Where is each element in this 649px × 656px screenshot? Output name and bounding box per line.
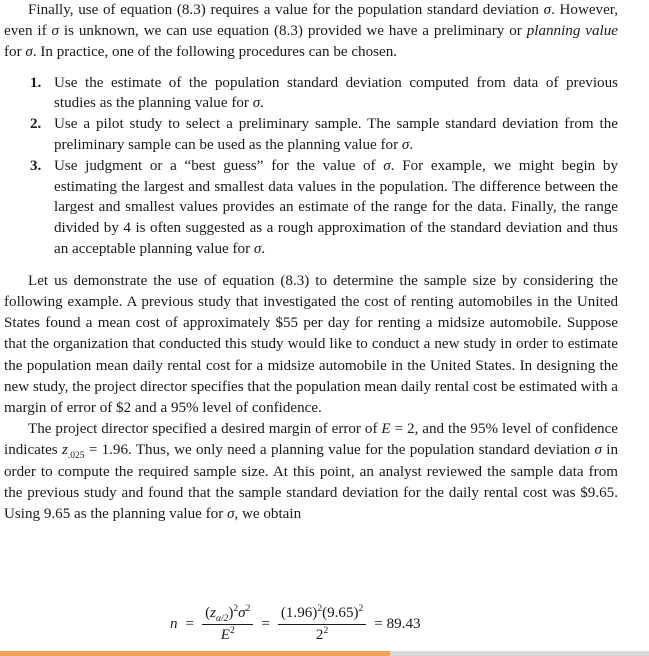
procedure-list	[4, 73, 618, 260]
formula-equals: =	[185, 615, 195, 632]
list-item: 2. Use a pilot study to select a preliminary sample. The sample standard deviation from the preliminary sample can be used as the planning value for σ.	[30, 116, 618, 153]
formula-numeric-fraction: $\frac{(1.96)^2(9.65)^2}{2^2}$	[278, 604, 366, 645]
list-item: 3. Use judgment or a “best guess” for the value of σ. For example, we might begin by estimating the largest and smallest data values in the population. The difference between the largest and smallest values provides an estimate of the range for the data. Finally, the range divided by 4 is often suggested as a rough approximation of the standard deviation and thus an acceptable planning value for σ.	[30, 157, 619, 257]
sample-size-formula	[170, 596, 421, 652]
bottom-grey-bar	[390, 651, 649, 656]
list-item: 1. Use the estimate of the population standard deviation computed from data of previous studies as the planning value for σ.	[30, 74, 618, 112]
formula-equals-2: =	[261, 615, 270, 632]
paragraph-margin-of-error: The project director specified a desired margin of error of E = 2, and the 95% level of confidence indicates $z_{.025} = 1.96$. Thus, we only need a planning value for the population standard deviation σ in order to compute the required sample size. At this point, an analyst reviewed the sample data from the previous study and found that the sample standard deviation for the daily rental cost was $9.65. Using 9.65 as the planning value for σ, we obtain	[4, 421, 619, 523]
paragraph-planning-value: Finally, use of equation (8.3) requires a value for the population standard deviation σ. However, even if σ is unknown, we can use equation (8.3) provided we have a preliminary or planning value for σ. In practice, one of the following procedures can be chosen.	[4, 2, 618, 61]
paragraph-example: Let us demonstrate the use of equation (8.3) to determine the sample size by considering the following example. A previous study that investigated the cost of renting automobiles in the United States found a mean cost of approximately $55 per day for renting a midsize automobile. Suppose that the organization that conducted this study would like to conduct a new study in order to estimate the population mean daily rental cost for a midsize automobile in the United States. In designing the new study, the project director specifies that the population mean daily rental cost be estimated with a margin of error of $2 and a 95% level of confidence.	[4, 272, 618, 416]
formula-symbolic-fraction: $\frac{(z_{\alpha/2})^2\sigma^2}{E^2}$	[202, 604, 253, 645]
formula-lhs: n	[170, 615, 178, 632]
textbook-page	[4, 0, 618, 525]
formula-result: = 89.43	[374, 615, 421, 632]
bottom-accent-bar	[0, 651, 390, 656]
